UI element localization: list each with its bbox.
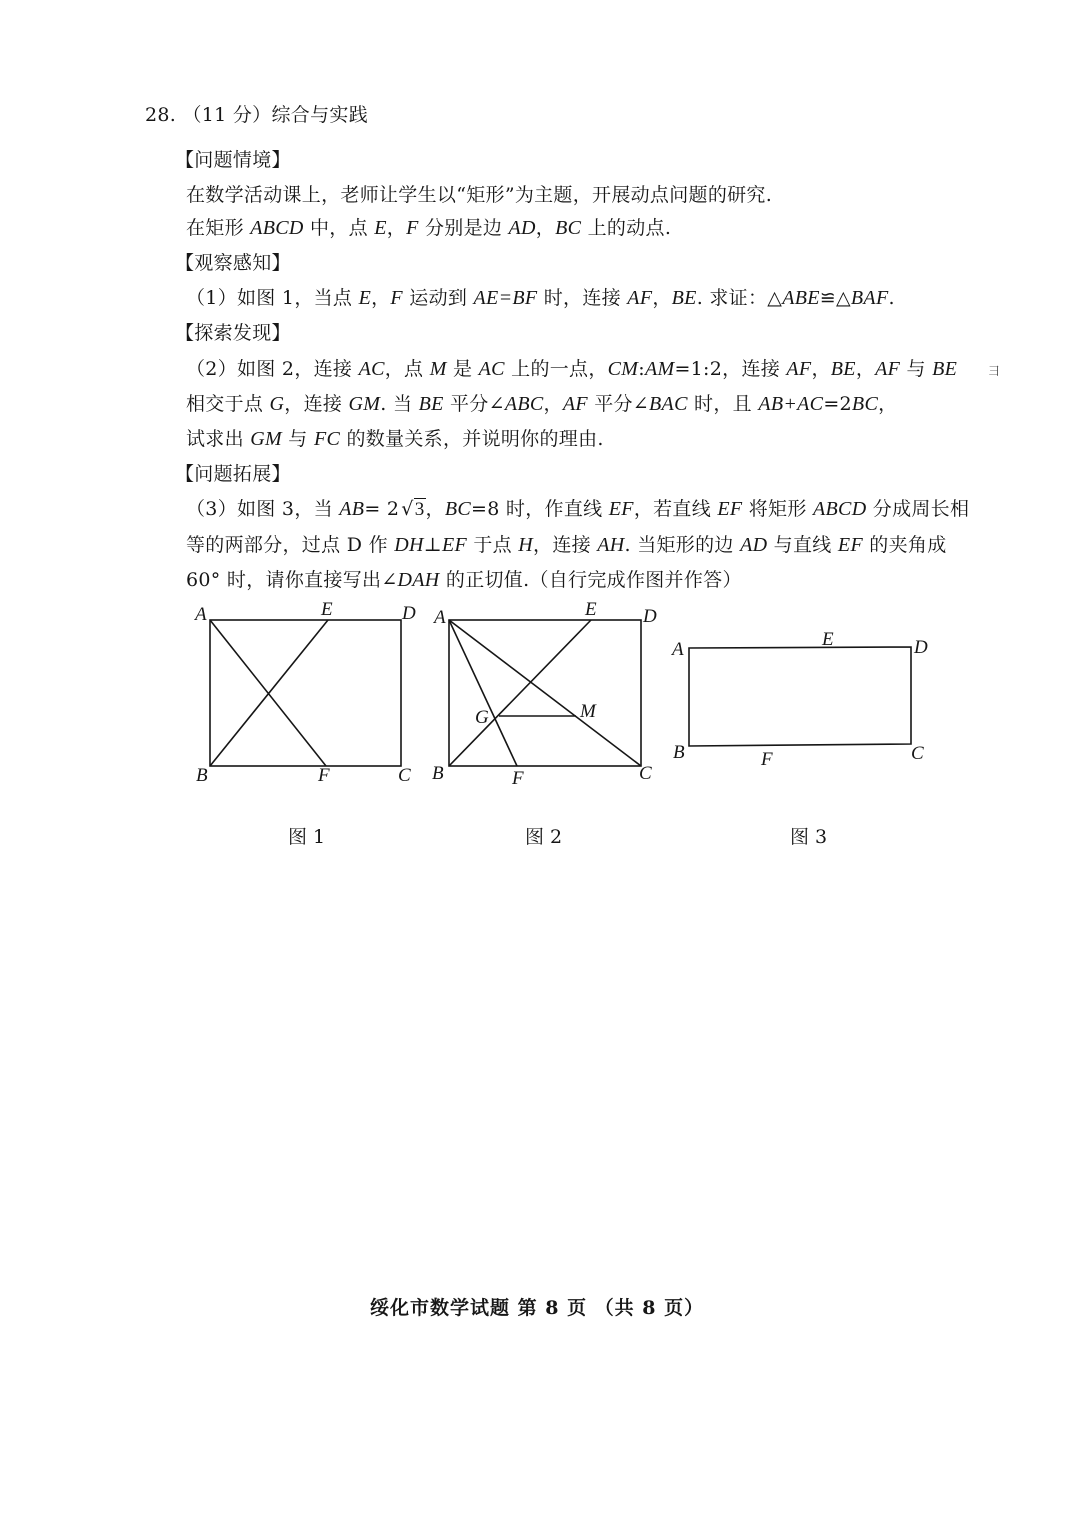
part3-line-2 (186, 530, 947, 557)
text-run: 试求出 (186, 428, 251, 450)
text-run: 与 (281, 428, 314, 450)
question-title: 综合与实践 (271, 104, 369, 126)
text-run: 将矩形 (742, 498, 814, 520)
text-run: 于点 (466, 534, 519, 556)
text-run: ， (386, 217, 407, 239)
math-var: DAH (397, 569, 440, 591)
math-var: BE (932, 358, 958, 380)
label-b: B (196, 765, 208, 786)
math-var: AE=BF (473, 287, 538, 309)
text-run: 在矩形 (186, 217, 251, 239)
text-run: 分成周长相 (866, 498, 970, 520)
math-var: FC (313, 428, 341, 450)
figure-2-caption: 图 2 (525, 826, 563, 848)
section-heading-context: 【问题情境】 (175, 149, 291, 171)
math-var: E (358, 287, 372, 309)
text-run: 时，连接 (537, 287, 628, 309)
label-f: F (318, 765, 330, 786)
label-f: F (512, 768, 524, 789)
label-m: M (580, 701, 596, 722)
math-var: H (518, 534, 534, 556)
math-var: ABCD (813, 498, 867, 520)
text-run: . 求证：△ (696, 287, 783, 309)
text-run: ，若直线 (633, 498, 718, 520)
text-run: ，连接 (533, 534, 598, 556)
text-run: 运动到 (402, 287, 474, 309)
question-score: （11 分） (182, 104, 272, 126)
figure-3 (665, 615, 940, 775)
text-run: ≌△ (819, 287, 851, 309)
segment-be (449, 620, 591, 766)
math-var: E (374, 217, 387, 239)
rectangle-abcd (689, 647, 911, 746)
label-c: C (639, 763, 652, 784)
math-var: AF (627, 287, 653, 309)
section-heading-observe: 【观察感知】 (175, 252, 291, 274)
diagonal-ac (449, 620, 641, 766)
text-run: 平分∠ (587, 393, 650, 415)
math-var: BC (555, 217, 582, 239)
text-run: ， (811, 358, 831, 380)
sqrt-symbol: √3 (401, 498, 425, 520)
part2-line-3 (186, 424, 604, 451)
math-var: AF (786, 358, 812, 380)
text-run: =2 (823, 393, 852, 415)
label-e: E (321, 599, 333, 620)
math-var: BE (671, 287, 697, 309)
text-run: 上的动点. (581, 217, 672, 239)
figure-1 (190, 595, 420, 795)
text-run: 上的一点， (504, 358, 608, 380)
context-paragraph-1: 在数学活动课上，老师让学生以“矩形”为主题，开展动点问题的研究. (186, 184, 773, 206)
question-header (145, 100, 368, 127)
text-run: ， (652, 287, 672, 309)
math-var: BC (444, 498, 471, 520)
math-var: EF (608, 498, 634, 520)
segment-af (449, 620, 517, 766)
math-var: AB+AC (758, 393, 824, 415)
label-a: A (434, 607, 446, 628)
math-var: GM (348, 393, 381, 415)
math-var: AB (339, 498, 365, 520)
part3-line-3 (186, 565, 742, 592)
math-var: CM (607, 358, 639, 380)
text-run: =1:2，连接 (674, 358, 787, 380)
question-number: 28. (145, 104, 177, 126)
text-run: ，点 (384, 358, 430, 380)
math-var: AD (740, 534, 768, 556)
math-var: BE (418, 393, 444, 415)
text-run: 60° 时，请你直接写出∠ (186, 569, 398, 591)
part3-line-1 (186, 494, 969, 521)
text-run: 的数量关系，并说明你的理由. (340, 428, 604, 450)
text-run: 相交于点 (186, 393, 270, 415)
math-var: AC (478, 358, 505, 380)
text-run: 中，点 (303, 217, 375, 239)
label-e: E (822, 629, 834, 650)
math-var: ABE (782, 287, 820, 309)
text-run: ， (535, 217, 556, 239)
sqrt-radicand: 3 (414, 499, 425, 520)
figure-1-caption: 图 1 (288, 826, 326, 848)
text-run: 平分∠ (443, 393, 505, 415)
section-heading-extend: 【问题拓展】 (175, 463, 291, 485)
text-run: =8 时，作直线 (470, 498, 609, 520)
label-f: F (761, 749, 773, 770)
context-paragraph-2 (186, 213, 671, 240)
text-run: ⊥ (423, 534, 442, 556)
text-run: 等的两部分，过点 D 作 (186, 534, 395, 556)
label-d: D (402, 603, 416, 624)
text-run: ， (855, 358, 876, 380)
section-heading-explore: 【探索发现】 (175, 322, 291, 344)
text-run: 的正切值.（自行完成作图并作答） (439, 569, 742, 591)
label-a: A (672, 639, 684, 660)
label-b: B (432, 763, 444, 784)
text-run: 的夹角成 (862, 534, 947, 556)
text-run: （2）如图 2，连接 (186, 358, 359, 380)
text-run: 分别是边 (418, 217, 509, 239)
text-run: = 2 (364, 498, 400, 520)
text-run: （1）如图 1，当点 (186, 287, 359, 309)
math-var: M (429, 358, 447, 380)
page-footer: 绥化市数学试题 第 8 页 （共 8 页） (370, 1297, 705, 1319)
text-run: : (638, 358, 645, 380)
math-var: EF (837, 534, 863, 556)
math-var: GM (250, 428, 282, 450)
label-d: D (643, 606, 657, 627)
text-run: ， (878, 393, 898, 415)
text-run: 是 (446, 358, 479, 380)
math-var: EF (717, 498, 743, 520)
math-var: AF (875, 358, 901, 380)
part1-statement (186, 283, 895, 310)
label-d: D (914, 637, 928, 658)
text-run: . 当 (380, 393, 419, 415)
text-run: . 当矩形的边 (624, 534, 741, 556)
label-e: E (585, 599, 597, 620)
text-run: . (888, 287, 895, 309)
math-var: AD (508, 217, 536, 239)
math-var: F (406, 217, 419, 239)
math-var: ABCD (250, 217, 304, 239)
text-run: 时，且 (687, 393, 759, 415)
label-b: B (673, 742, 685, 763)
text-run: 与 (900, 358, 933, 380)
text-run: ， (371, 287, 391, 309)
math-var: F (390, 287, 403, 309)
math-var: G (269, 393, 285, 415)
math-var: AF (562, 393, 588, 415)
math-var: ABC (504, 393, 544, 415)
rectangle-abcd (210, 620, 401, 766)
math-var: BE (830, 358, 856, 380)
text-run: ，连接 (284, 393, 349, 415)
label-c: C (911, 743, 924, 764)
math-var: BC (851, 393, 879, 415)
math-var: AH (597, 534, 625, 556)
label-a: A (195, 604, 207, 625)
figure-2 (425, 595, 675, 795)
part2-line-2 (186, 389, 897, 416)
text-run: ， (543, 393, 563, 415)
math-var: BAF (850, 287, 889, 309)
text-run: ， (425, 498, 445, 520)
label-c: C (398, 765, 411, 786)
math-var: EF (441, 534, 467, 556)
math-var: AC (358, 358, 385, 380)
math-var: AM (644, 358, 675, 380)
figure-3-caption: 图 3 (790, 826, 828, 848)
text-run: （3）如图 3，当 (186, 498, 340, 520)
math-var: DH (394, 534, 424, 556)
text-run: 与直线 (767, 534, 838, 556)
edge-mark: 彐 (988, 364, 1001, 378)
part2-line-1 (186, 354, 957, 381)
label-g: G (475, 707, 489, 728)
math-var: BAC (649, 393, 688, 415)
